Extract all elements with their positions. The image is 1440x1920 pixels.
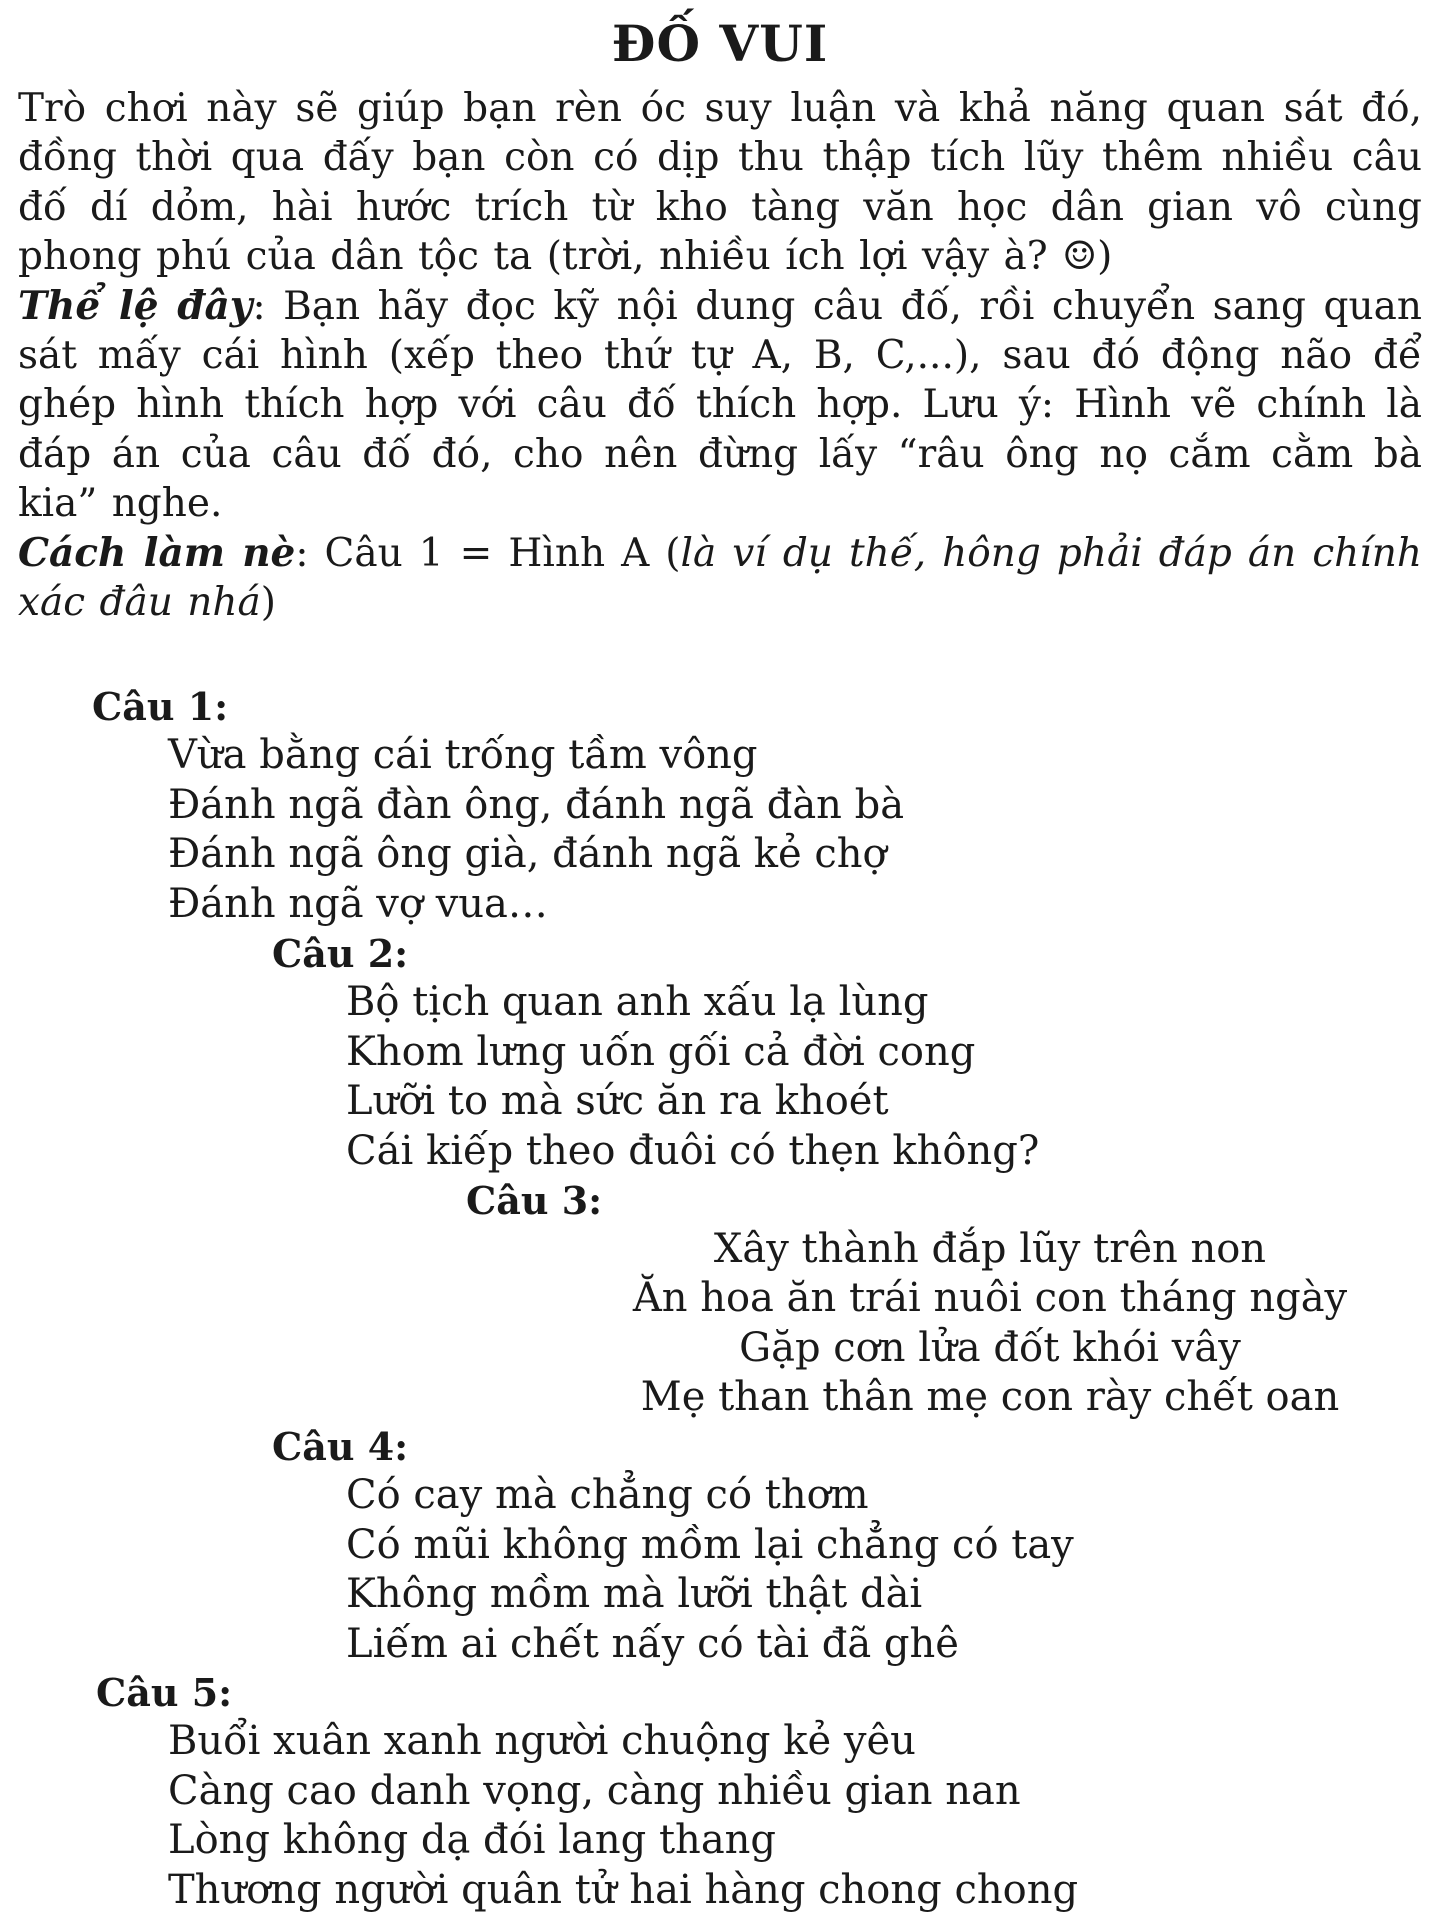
rules-label: Thể lệ đây	[18, 282, 253, 329]
rules-paragraph	[18, 282, 1422, 529]
riddle-line: Gặp cơn lửa đốt khói vây	[739, 1324, 1241, 1371]
riddle-4	[272, 1422, 1074, 1669]
riddle-heading: Câu 3:	[466, 1178, 603, 1223]
riddle-line: Mẹ than thân mẹ con rày chết oan	[640, 1374, 1340, 1421]
riddle-1	[92, 682, 904, 929]
riddle-line: Lòng không dạ đói lang thang	[168, 1817, 777, 1864]
howto-close: )	[260, 580, 276, 626]
howto-label: Cách làm nè	[18, 529, 296, 576]
riddle-heading: Câu 5:	[96, 1670, 233, 1715]
riddle-line: Xây thành đắp lũy trên non	[713, 1226, 1267, 1272]
howto-note: là ví dụ thế, hông phải đáp án chính xác đâu nhá	[18, 530, 1423, 626]
riddle-line: Thương người quân tử hai hàng chong chong	[168, 1866, 1079, 1913]
page-title: ĐỐ VUI	[611, 14, 829, 73]
riddle-line: Đánh ngã ông già, đánh ngã kẻ chợ	[168, 831, 887, 878]
riddle-2	[272, 929, 1039, 1176]
riddle-line: Có mũi không mồm lại chẳng có tay	[346, 1521, 1074, 1568]
intro-paragraph: Trò chơi này sẽ giúp bạn rèn óc suy luận và khả năng quan sát đó, đồng thời qua đấy bạn còn có dịp thu thập tích lũy thêm nhiều câu đố dí dỏm, hài hước trích từ kho tàng văn học dân gian vô cùng phong phú của dân tộc ta (trời, nhiều ích lợi vậy à? ☺)	[18, 86, 1422, 280]
howto-text: : Câu 1 = Hình A (	[295, 530, 681, 576]
riddle-3-lines	[540, 1225, 1440, 1423]
riddle-line: Liếm ai chết nấy có tài đã ghê	[346, 1620, 959, 1667]
riddle-5	[96, 1668, 1078, 1915]
riddle-line: Ăn hoa ăn trái nuôi con tháng ngày	[632, 1275, 1348, 1322]
rules-text: : Bạn hãy đọc kỹ nội dung câu đố, rồi chuyển sang quan sát mấy cái hình (xếp theo thứ tự A, B, C,...), sau đó động não để ghép hình thích hợp với câu đố thích hợp. Lưu ý: Hình vẽ chính là đáp án của câu đố đó, cho nên đừng lấy “râu ông nọ cắm cằm bà kia” nghe.	[18, 283, 1422, 527]
riddle-heading: Câu 4:	[272, 1424, 409, 1469]
riddle-line: Lưỡi to mà sức ăn ra khoét	[346, 1078, 889, 1125]
riddle-heading: Câu 2:	[272, 931, 409, 976]
riddle-line: Đánh ngã vợ vua…	[168, 880, 548, 927]
riddle-line: Đánh ngã đàn ông, đánh ngã đàn bà	[168, 781, 905, 828]
riddle-line: Khom lưng uốn gối cả đời cong	[346, 1028, 976, 1075]
riddle-line: Bộ tịch quan anh xấu lạ lùng	[346, 979, 929, 1026]
riddle-line: Buổi xuân xanh người chuộng kẻ yêu	[168, 1718, 916, 1765]
riddle-3	[466, 1176, 602, 1225]
howto-paragraph	[18, 529, 1422, 628]
riddle-line: Vừa bằng cái trống tầm vông	[168, 732, 758, 779]
riddle-line: Càng cao danh vọng, càng nhiều gian nan	[168, 1767, 1021, 1814]
riddle-heading: Câu 1:	[92, 684, 229, 729]
riddle-line: Không mồm mà lưỡi thật dài	[346, 1571, 923, 1618]
riddle-line: Có cay mà chẳng có thơm	[346, 1472, 869, 1519]
riddle-line: Cái kiếp theo đuôi có thẹn không?	[346, 1127, 1040, 1174]
intro-block	[18, 84, 1422, 627]
